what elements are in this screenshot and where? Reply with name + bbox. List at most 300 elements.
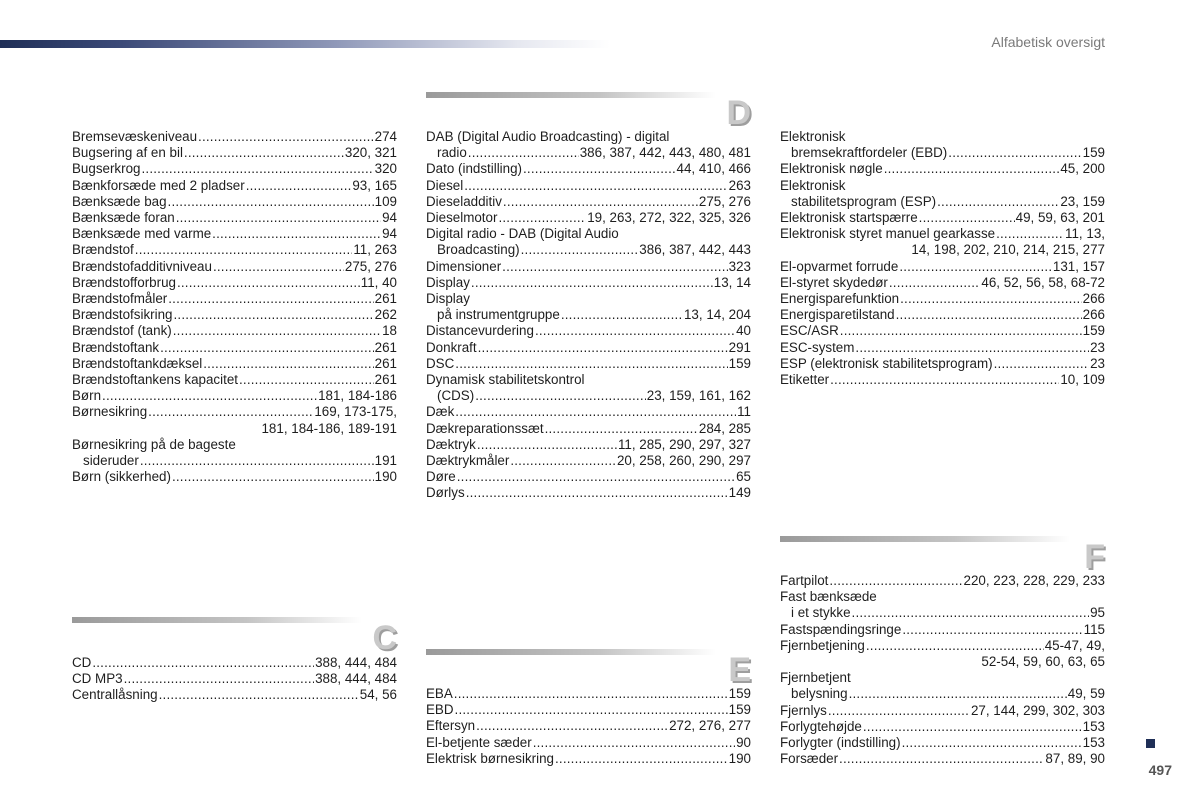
index-entry-term: Dynamisk stabilitetskontrol: [426, 372, 585, 388]
dot-leader: [994, 356, 1089, 372]
page-reference[interactable]: 49, 59: [1067, 686, 1105, 702]
index-entry: [426, 686, 751, 702]
page-reference[interactable]: 386, 387, 442, 443, 480, 481: [579, 145, 751, 161]
dot-leader: [92, 655, 314, 671]
index-term: Brændstof (tank): [72, 323, 172, 339]
index-entry: [72, 340, 397, 356]
page-reference[interactable]: 40: [736, 323, 751, 339]
section-letter: F: [1084, 538, 1105, 576]
page-reference[interactable]: 266: [1082, 291, 1105, 307]
page-reference[interactable]: 65: [736, 469, 751, 485]
index-term: på instrumentgruppe: [437, 307, 560, 323]
index-term: ESP (elektronisk stabilitetsprogram): [780, 355, 993, 371]
page-reference[interactable]: 11: [737, 404, 751, 420]
page-reference[interactable]: 386, 387, 442, 443: [639, 242, 751, 258]
page-reference[interactable]: 261: [374, 355, 397, 371]
index-term: Elektrisk børnesikring: [426, 750, 554, 766]
dot-leader: [555, 751, 728, 767]
index-entry: [426, 485, 751, 501]
section-f-heading: [780, 536, 1105, 576]
page-reference[interactable]: 13, 14: [713, 274, 751, 290]
page-reference[interactable]: 131, 157: [1052, 258, 1105, 274]
index-term: ESC/ASR: [780, 323, 839, 339]
index-entry-term: Fast bænksæde: [780, 589, 877, 605]
page-reference[interactable]: 94: [382, 226, 397, 242]
page-reference[interactable]: 115: [1083, 621, 1105, 637]
index-section-c-list: [72, 655, 397, 704]
index-entry: [426, 178, 751, 194]
dot-leader: [176, 210, 381, 226]
page-reference[interactable]: 266: [1082, 307, 1105, 323]
dot-leader: [896, 307, 1082, 323]
index-term: Centrallåsning: [72, 687, 158, 703]
section-letter: E: [728, 651, 751, 689]
page-reference[interactable]: 190: [374, 469, 397, 485]
index-term: Bugsering af en bil: [72, 145, 183, 161]
index-term: Bremsevæskeniveau: [72, 129, 198, 144]
index-term: Døre: [426, 469, 456, 485]
page-reference[interactable]: 45, 200: [1060, 161, 1105, 177]
dot-leader: [852, 605, 1090, 621]
index-term: stabilitetsprogram (ESP): [791, 193, 937, 209]
index-entry: [780, 259, 1105, 275]
dot-leader: [828, 703, 970, 719]
index-term: Dimensioner: [426, 258, 502, 274]
dot-leader: [471, 275, 713, 291]
index-entry-term: Elektronisk: [780, 177, 846, 193]
index-entry-term: Elektronisk: [780, 129, 846, 144]
page-reference[interactable]: 13, 14, 204: [683, 307, 751, 323]
dot-leader: [239, 372, 374, 388]
index-term: Forsæder: [780, 751, 839, 767]
index-entry: [426, 421, 751, 437]
index-entry: [72, 404, 397, 420]
page-reference[interactable]: 169, 173-175,: [314, 404, 397, 420]
index-entry: [426, 323, 751, 339]
page-reference[interactable]: 149: [728, 485, 751, 501]
dot-leader: [902, 622, 1082, 638]
index-entry: [780, 735, 1105, 751]
section-c-heading: [72, 617, 397, 657]
index-term: Elektronisk styret manuel gearkasse: [780, 226, 996, 242]
index-entry: [72, 388, 397, 404]
page-reference[interactable]: 23: [1090, 339, 1105, 355]
index-entry: [426, 242, 751, 258]
section-header-title: Alfabetisk oversigt: [991, 34, 1105, 50]
index-entry: [426, 437, 751, 453]
page-reference[interactable]: 93, 165: [352, 177, 397, 193]
index-entry: [426, 161, 751, 177]
dot-leader: [899, 259, 1052, 275]
dot-leader: [184, 145, 344, 161]
index-term: Distancevurdering: [426, 323, 534, 339]
page-corner-marker: [1146, 739, 1155, 748]
dot-leader: [902, 735, 1082, 751]
index-entry: [780, 686, 1105, 702]
index-entry: [780, 622, 1105, 638]
page-reference[interactable]: 159: [1082, 323, 1105, 339]
page-reference[interactable]: 90: [736, 734, 751, 750]
index-term: Fastspændingsringe: [780, 621, 902, 637]
dot-leader: [884, 161, 1060, 177]
index-section-f-list: [780, 573, 1105, 767]
page-reference[interactable]: 87, 89, 90: [1045, 751, 1105, 767]
index-term: Eftersyn: [426, 718, 476, 734]
index-section-d-list: [426, 129, 751, 502]
index-term: Etiketter: [780, 372, 830, 388]
page-reference[interactable]: 263: [728, 177, 751, 193]
page-reference[interactable]: 18: [382, 323, 397, 339]
page-reference[interactable]: 23, 159: [1060, 193, 1105, 209]
index-entry: [72, 210, 397, 226]
index-entry: [426, 404, 751, 420]
index-term: El-opvarmet forrude: [780, 258, 899, 274]
dot-leader: [454, 686, 728, 702]
index-term: Broadcasting): [437, 242, 520, 258]
dot-leader: [889, 275, 981, 291]
index-entry: [72, 291, 397, 307]
index-entry: [780, 605, 1105, 621]
index-term: radio: [437, 145, 467, 161]
index-entry: [72, 259, 397, 275]
index-term: El-betjente sæder: [426, 734, 532, 750]
page-reference[interactable]: 23, 159, 161, 162: [646, 388, 751, 404]
index-term: Dækreparationssæt: [426, 420, 544, 436]
index-entry: [426, 702, 751, 718]
index-term: Bænksæde foran: [72, 210, 175, 226]
page-reference[interactable]: 27, 144, 299, 302, 303: [970, 702, 1105, 718]
page-reference[interactable]: 23: [1090, 355, 1105, 371]
index-term: Brændstoftank: [72, 339, 160, 355]
index-term: Dato (indstilling): [426, 161, 523, 177]
section-divider-bar: [426, 92, 716, 98]
page-reference[interactable]: 275, 276: [344, 258, 397, 274]
page-reference[interactable]: 94: [382, 210, 397, 226]
dot-leader: [510, 453, 616, 469]
page-reference[interactable]: 46, 52, 56, 58, 68-72: [981, 274, 1105, 290]
section-divider-bar: [780, 536, 1070, 542]
page-reference[interactable]: 109: [374, 193, 397, 209]
index-term: DSC: [426, 355, 455, 371]
dot-leader: [455, 356, 727, 372]
dot-leader: [160, 340, 374, 356]
index-entry-term: DAB (Digital Audio Broadcasting) - digital: [426, 129, 670, 144]
page-reference[interactable]: 261: [374, 372, 397, 388]
index-entry: [780, 372, 1105, 388]
page-reference[interactable]: 49, 59, 63, 201: [1015, 210, 1105, 226]
index-entry: [780, 751, 1105, 767]
index-term: Brændstofmåler: [72, 291, 168, 307]
page-reference[interactable]: 11, 40: [360, 274, 397, 290]
index-term: EBD: [426, 702, 454, 718]
dot-leader: [177, 275, 360, 291]
index-entry-continuation: 181, 184-186, 189-191: [261, 420, 397, 436]
index-term: Bænksæde bag: [72, 193, 167, 209]
index-entry: [72, 307, 397, 323]
index-entry: [780, 275, 1105, 291]
dot-leader: [464, 178, 727, 194]
page-reference[interactable]: 190: [728, 750, 751, 766]
dot-leader: [475, 388, 646, 404]
dot-leader: [203, 356, 373, 372]
dot-leader: [476, 718, 668, 734]
index-entry: [780, 638, 1105, 654]
index-entry: [72, 372, 397, 388]
index-entry: [780, 194, 1105, 210]
page-reference[interactable]: 388, 444, 484: [315, 655, 397, 670]
index-entry: [780, 703, 1105, 719]
index-term: Fjernbetjening: [780, 637, 865, 653]
dot-leader: [168, 194, 374, 210]
index-entry: [780, 307, 1105, 323]
index-section-e-list: [426, 686, 751, 767]
dot-leader: [840, 323, 1082, 339]
page-reference[interactable]: 153: [1082, 718, 1105, 734]
dot-leader: [523, 161, 676, 177]
index-term: Brændstof: [72, 242, 134, 258]
index-term: Donkraft: [426, 339, 477, 355]
dot-leader: [866, 638, 1044, 654]
dot-leader: [533, 735, 735, 751]
index-entry: [72, 194, 397, 210]
page-reference[interactable]: 220, 223, 228, 229, 233: [963, 573, 1105, 588]
index-entry: [426, 210, 751, 226]
dot-leader: [937, 194, 1059, 210]
dot-leader: [919, 210, 1015, 226]
page-reference[interactable]: 54, 56: [359, 687, 397, 703]
dot-leader: [212, 226, 381, 242]
index-term: Børnesikring: [72, 404, 148, 420]
page-reference[interactable]: 262: [374, 307, 397, 323]
page-reference[interactable]: 272, 276, 277: [669, 718, 751, 734]
index-term: CD: [72, 655, 92, 670]
dot-leader: [466, 485, 728, 501]
dot-leader: [141, 161, 373, 177]
page-reference[interactable]: 45-47, 49,: [1044, 637, 1105, 653]
page-reference[interactable]: 11, 285, 290, 297, 327: [617, 436, 751, 452]
dot-leader: [246, 178, 352, 194]
index-term: Dieselmotor: [426, 210, 498, 226]
page-number: 497: [1148, 762, 1172, 778]
index-term: Bugserkrog: [72, 161, 141, 177]
page-reference[interactable]: 320, 321: [344, 145, 397, 161]
index-entry: [426, 275, 751, 291]
index-entry: [780, 719, 1105, 735]
dot-leader: [213, 259, 344, 275]
index-entry: [426, 469, 751, 485]
dot-leader: [863, 719, 1082, 735]
index-term: Dæk: [426, 404, 455, 420]
dot-leader: [198, 129, 374, 145]
page-reference[interactable]: 159: [728, 702, 751, 718]
page-reference[interactable]: 20, 258, 260, 290, 297: [616, 453, 751, 469]
index-term: CD MP3: [72, 671, 123, 687]
index-entry: [780, 210, 1105, 226]
index-entry: [426, 735, 751, 751]
dot-leader: [477, 437, 617, 453]
page-reference[interactable]: 11, 13,: [1065, 226, 1105, 242]
index-term: belysning: [791, 686, 848, 702]
index-term: Brændstofsikring: [72, 307, 173, 323]
index-term: i et stykke: [791, 605, 851, 621]
index-term: ESC-system: [780, 339, 855, 355]
index-term: El-styret skydedør: [780, 274, 888, 290]
index-term: Elektronisk startspærre: [780, 210, 918, 226]
page-reference[interactable]: 261: [374, 291, 397, 307]
index-entry: [780, 356, 1105, 372]
index-term: Elektronisk nøgle: [780, 161, 883, 177]
index-entry: [72, 242, 397, 258]
header-decor-bar: [0, 40, 610, 48]
dot-leader: [498, 210, 586, 226]
dot-leader: [455, 404, 736, 420]
index-entry: [72, 161, 397, 177]
page-reference[interactable]: 44, 410, 466: [676, 161, 751, 177]
page-reference[interactable]: 95: [1090, 605, 1105, 621]
page-reference[interactable]: 275, 276: [698, 193, 751, 209]
dot-leader: [900, 291, 1082, 307]
index-entry: [780, 291, 1105, 307]
dot-leader: [996, 226, 1064, 242]
section-divider-bar: [426, 649, 716, 655]
index-term: EBA: [426, 686, 453, 701]
index-entry: [426, 340, 751, 356]
page-reference[interactable]: 274: [374, 129, 397, 144]
dot-leader: [457, 469, 735, 485]
index-entry: [780, 161, 1105, 177]
dot-leader: [173, 307, 373, 323]
index-term: Brændstofadditivniveau: [72, 258, 212, 274]
index-column-3: [780, 129, 1105, 388]
index-entry: [72, 453, 397, 469]
index-term: Dørlys: [426, 485, 465, 501]
page-reference[interactable]: 19, 263, 272, 322, 325, 326: [587, 210, 751, 226]
dot-leader: [855, 340, 1089, 356]
index-term: Energisparetilstand: [780, 307, 895, 323]
index-entry: [426, 453, 751, 469]
page-reference[interactable]: 320: [374, 161, 397, 177]
page-reference[interactable]: 181, 184-186: [318, 388, 397, 404]
index-term: Fartpilot: [780, 573, 829, 588]
dot-leader: [502, 259, 727, 275]
index-term: Brændstoftankdæksel: [72, 355, 203, 371]
index-entry: [72, 356, 397, 372]
index-term: bremsekraftfordeler (EBD): [791, 145, 948, 161]
dot-leader: [545, 421, 698, 437]
dot-leader: [521, 242, 639, 258]
dot-leader: [124, 671, 314, 687]
index-term: Display: [426, 274, 470, 290]
index-entry: [426, 307, 751, 323]
index-term: Energisparefunktion: [780, 291, 900, 307]
index-entry: [72, 671, 397, 687]
dot-leader: [561, 307, 683, 323]
dot-leader: [468, 145, 579, 161]
dot-leader: [829, 573, 962, 589]
dot-leader: [535, 323, 735, 339]
index-term: Forlygtehøjde: [780, 718, 862, 734]
page-reference[interactable]: 291: [728, 339, 751, 355]
index-entry: [426, 194, 751, 210]
index-term: Diesel: [426, 177, 464, 193]
page-reference[interactable]: 159: [728, 686, 751, 701]
index-entry: [72, 469, 397, 485]
section-letter: D: [726, 94, 751, 132]
index-entry: [72, 687, 397, 703]
index-entry: [72, 226, 397, 242]
dot-leader: [455, 702, 728, 718]
index-entry-term: Display: [426, 291, 470, 307]
index-term: Fjernlys: [780, 702, 827, 718]
dot-leader: [140, 453, 374, 469]
index-term: (CDS): [437, 388, 475, 404]
dot-leader: [839, 751, 1044, 767]
index-term: Bænkforsæde med 2 pladser: [72, 177, 245, 193]
dot-leader: [948, 145, 1081, 161]
index-term: Dieseladditiv: [426, 193, 502, 209]
index-entry: [426, 751, 751, 767]
index-entry-term: Fjernbetjent: [780, 670, 851, 686]
dot-leader: [849, 686, 1067, 702]
index-column-1: [72, 129, 397, 485]
index-entry-continuation: 14, 198, 202, 210, 214, 215, 277: [911, 242, 1105, 258]
index-entry-term: Digital radio - DAB (Digital Audio: [426, 226, 619, 242]
section-d-heading: [426, 92, 751, 132]
index-term: Brændstofforbrug: [72, 274, 176, 290]
dot-leader: [173, 323, 381, 339]
index-entry: [72, 275, 397, 291]
page-reference[interactable]: 323: [728, 258, 751, 274]
index-entry: [780, 145, 1105, 161]
dot-leader: [172, 469, 374, 485]
index-entry: [426, 388, 751, 404]
dot-leader: [148, 404, 313, 420]
page-reference[interactable]: 191: [374, 453, 397, 469]
dot-leader: [159, 687, 359, 703]
page-reference[interactable]: 159: [728, 355, 751, 371]
index-entry: [72, 129, 397, 145]
page-reference[interactable]: 11, 263: [353, 242, 397, 258]
index-entry: [72, 145, 397, 161]
index-entry: [426, 356, 751, 372]
index-term: Bænksæde med varme: [72, 226, 212, 242]
index-entry: [780, 226, 1105, 242]
page-reference[interactable]: 10, 109: [1060, 372, 1105, 388]
index-term: Børn: [72, 388, 102, 404]
index-entry: [780, 573, 1105, 589]
dot-leader: [503, 194, 698, 210]
page-reference[interactable]: 388, 444, 484: [315, 671, 397, 687]
index-entry: [426, 718, 751, 734]
dot-leader: [830, 372, 1059, 388]
index-entry: [780, 340, 1105, 356]
index-entry-continuation: 52-54, 59, 60, 63, 65: [981, 654, 1105, 670]
page-reference[interactable]: 261: [374, 339, 397, 355]
index-entry: [72, 323, 397, 339]
section-divider-bar: [72, 617, 362, 623]
page-reference[interactable]: 284, 285: [698, 420, 751, 436]
dot-leader: [478, 340, 728, 356]
dot-leader: [168, 291, 373, 307]
page-reference[interactable]: 159: [1082, 145, 1105, 161]
index-entry: [426, 259, 751, 275]
index-entry: [780, 323, 1105, 339]
page-reference[interactable]: 153: [1082, 735, 1105, 751]
dot-leader: [102, 388, 317, 404]
index-term: Dæktrykmåler: [426, 453, 510, 469]
index-entry: [72, 655, 397, 671]
section-e-heading: [426, 649, 751, 689]
